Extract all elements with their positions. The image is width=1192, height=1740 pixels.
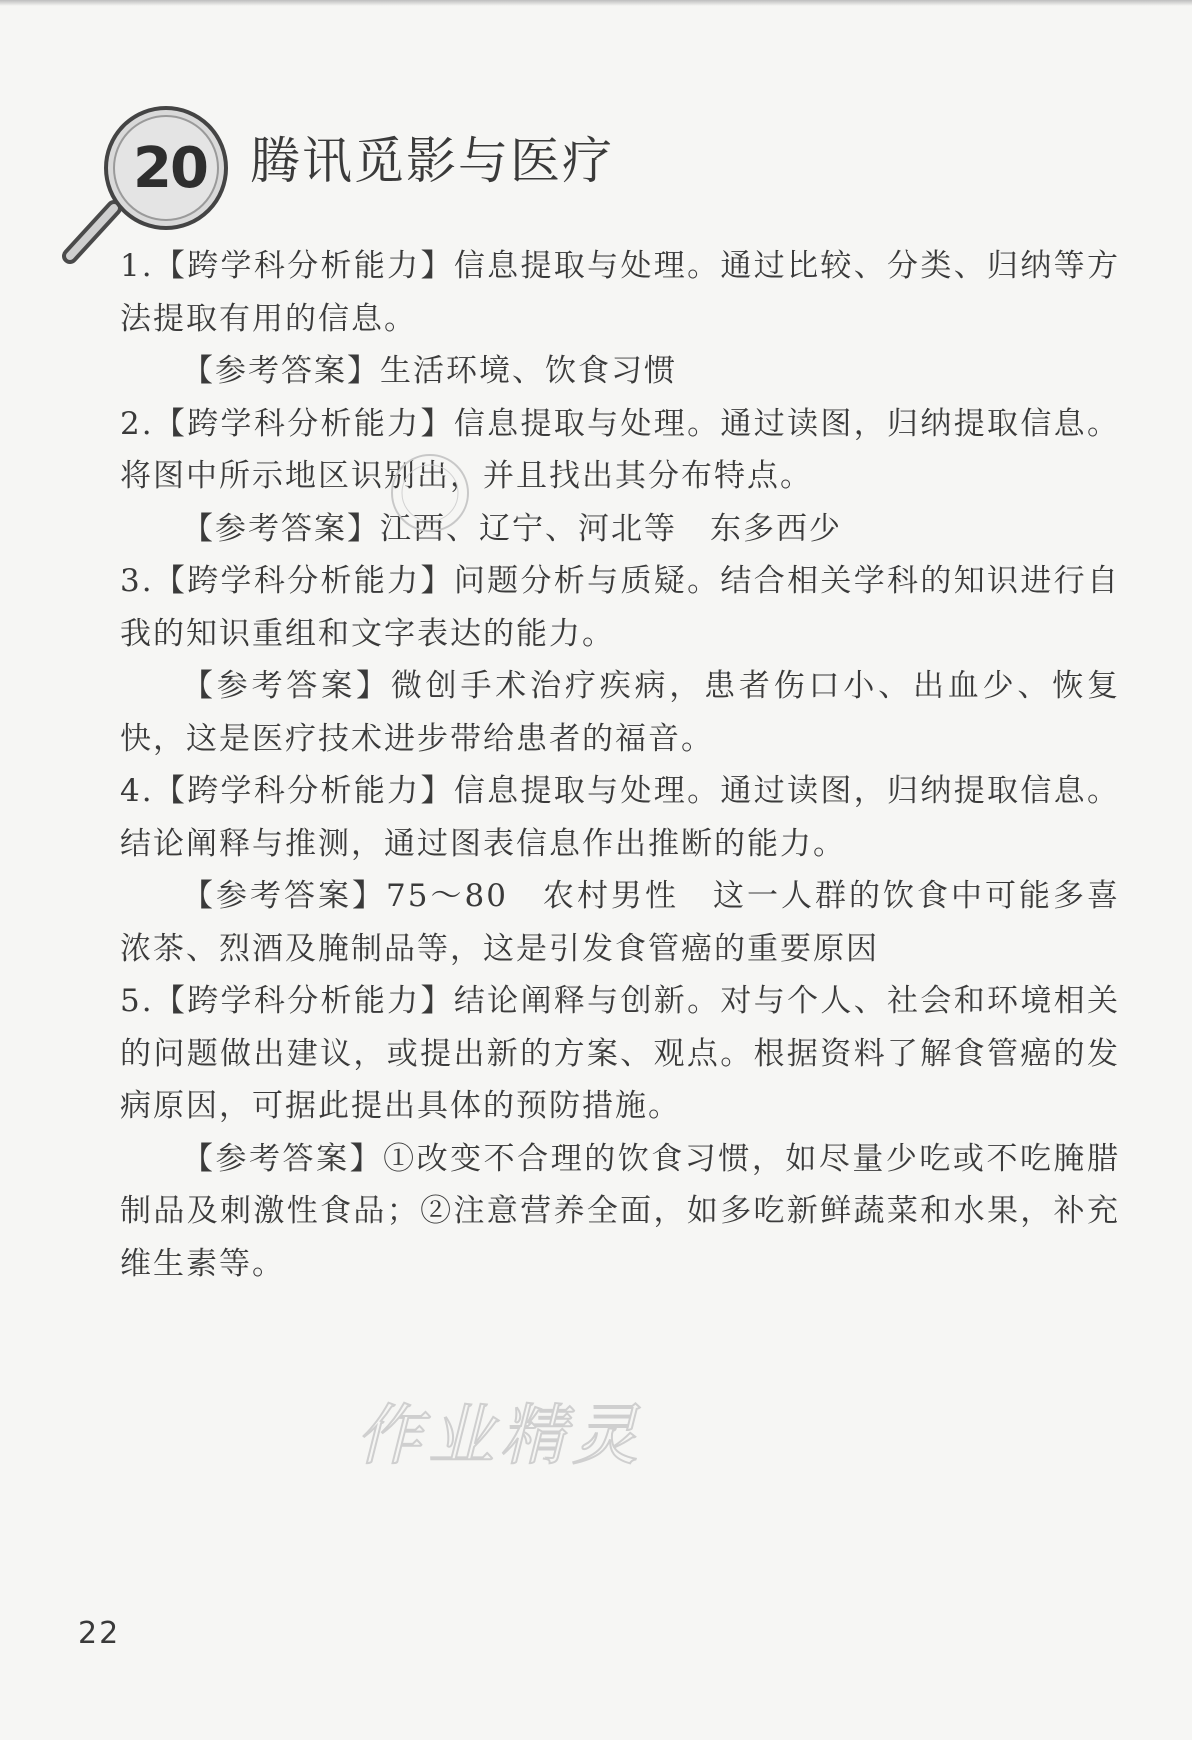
svg-text:作业精灵: 作业精灵 [356,1397,644,1474]
question-1-text: 1.【跨学科分析能力】信息提取与处理。通过比较、分类、归纳等方法提取有用的信息。 [120,248,1120,337]
chapter-number: 20 [133,136,207,201]
answer-1-text: 【参考答案】生活环境、饮食习惯 [182,353,677,389]
answer-4-text: 【参考答案】75～80 农村男性 这一人群的饮食中可能多喜浓茶、烈酒及腌制品等，这是引发食管癌的重要原因 [120,878,1120,967]
question-2-text: 2.【跨学科分析能力】信息提取与处理。通过读图，归纳提取信息。将图中所示地区识别出，并且找出其分布特点。 [120,405,1120,494]
answer-2-text: 【参考答案】江西、辽宁、河北等 东多西少 [182,510,842,547]
answer-content [120,240,1120,1290]
faint-stamp-mark [385,448,475,538]
answer-5-text: 【参考答案】①改变不合理的饮食习惯，如尽量少吃或不吃腌腊制品及刺激性食品；②注意营养全面，如多吃新鲜蔬菜和水果，补充维生素等。 [120,1140,1120,1282]
page-top-edge [0,0,1192,6]
question-5-text: 5.【跨学科分析能力】结论阐释与创新。对与个人、社会和环境相关的问题做出建议，或提出新的方案、观点。根据资料了解食管癌的发病原因，可据此提出具体的预防措施。 [120,983,1120,1124]
chapter-title: 腾讯觅影与医疗 [250,132,614,190]
watermark-logo [350,1388,650,1488]
question-3-text: 3.【跨学科分析能力】问题分析与质疑。结合相关学科的知识进行自我的知识重组和文字表达的能力。 [120,563,1120,652]
page-number: 22 [78,1616,121,1651]
answer-3-text: 【参考答案】微创手术治疗疾病，患者伤口小、出血少、恢复快，这是医疗技术进步带给患者的福音。 [120,668,1120,757]
question-4-text: 4.【跨学科分析能力】信息提取与处理。通过读图，归纳提取信息。结论阐释与推测，通过图表信息作出推断的能力。 [120,773,1120,862]
